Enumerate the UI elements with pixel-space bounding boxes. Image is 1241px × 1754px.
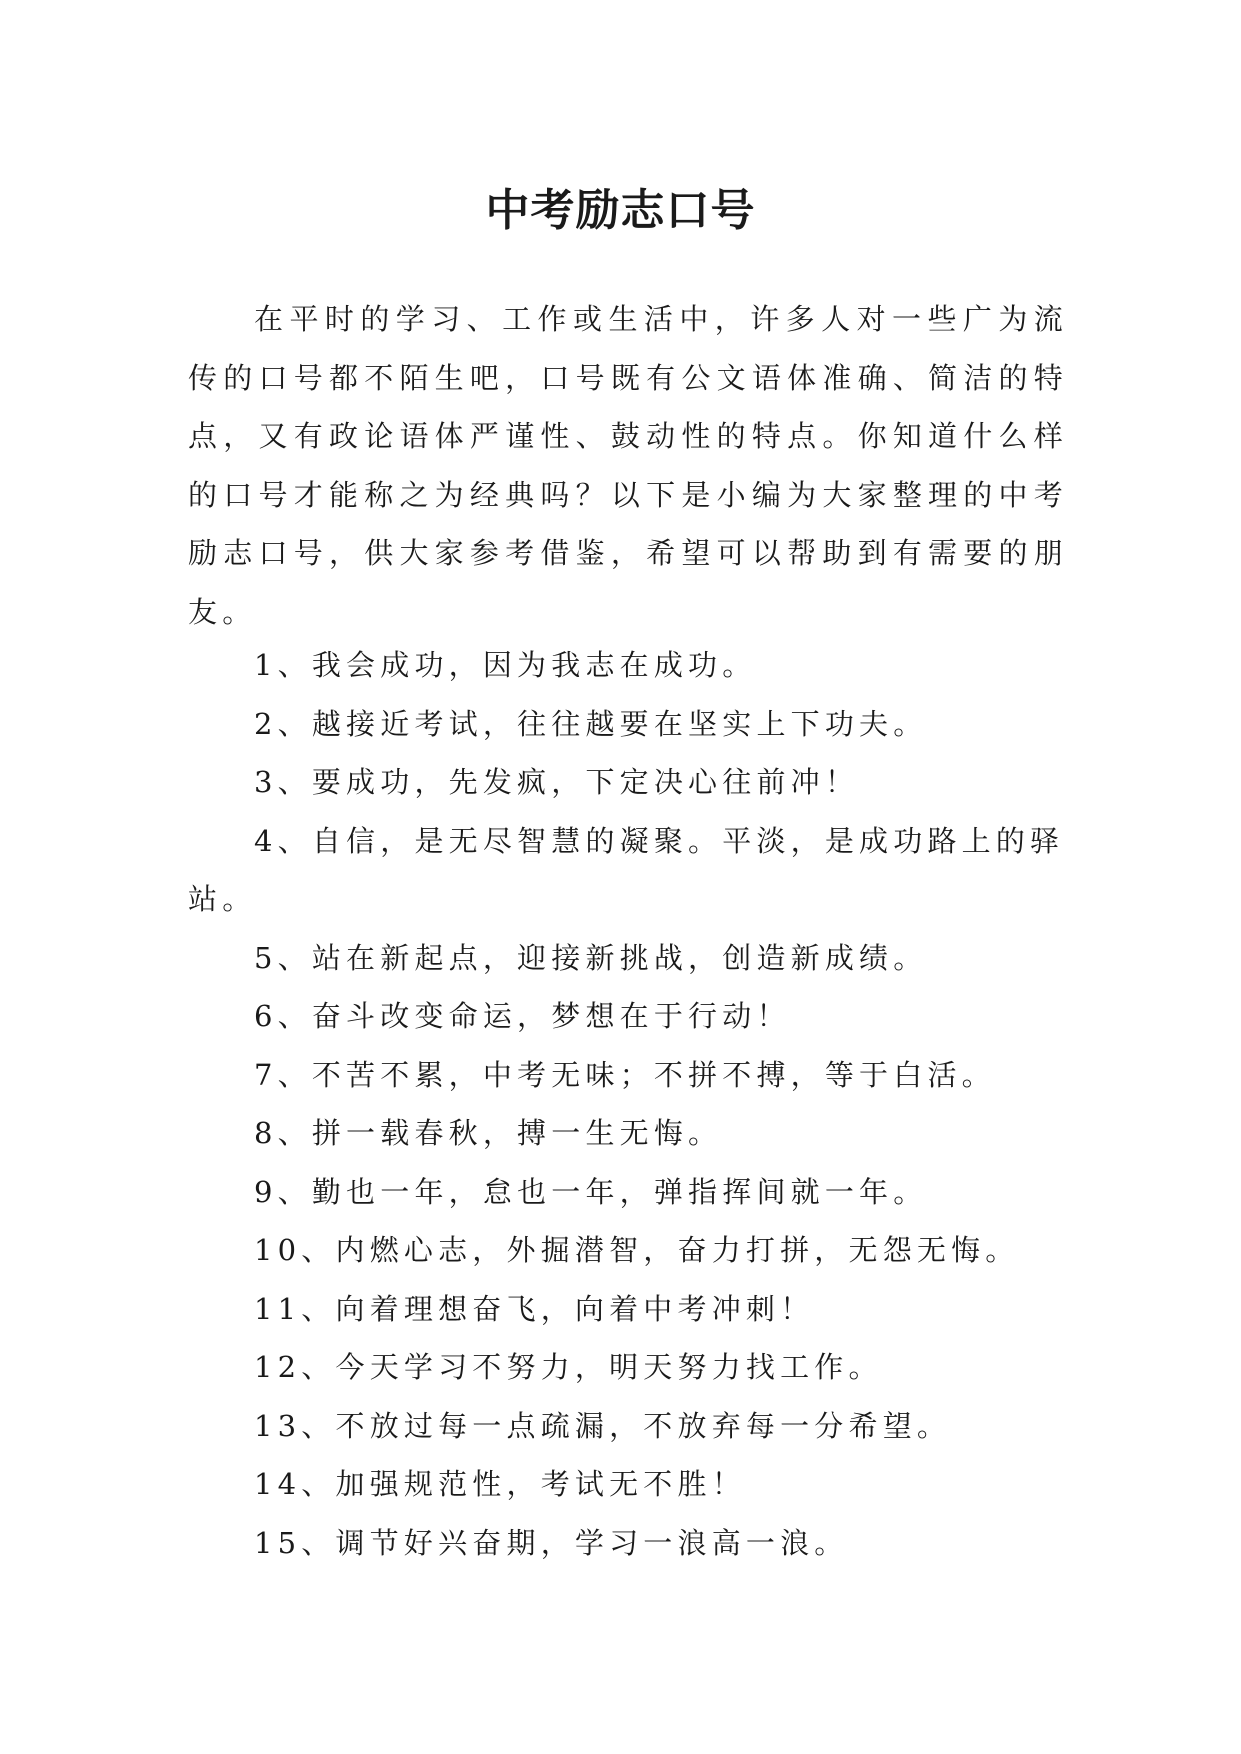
list-item: 14、加强规范性，考试无不胜！ [254,1467,746,1501]
list-item: 8、拼一载春秋，搏一生无悔。 [254,1116,723,1150]
list-item: 15、调节好兴奋期，学习一浪高一浪。 [254,1525,849,1560]
list-item: 10、内燃心志，外掘潜智，奋力打拼，无怨无悔。 [254,1233,1020,1267]
list-item: 5、站在新起点，迎接新挑战，创造新成绩。 [254,940,928,975]
list-item: 13、不放过每一点疏漏，不放弃每一分希望。 [254,1408,952,1443]
list-item: 12、今天学习不努力，明天努力找工作。 [254,1350,883,1384]
list-item: 1、我会成功，因为我志在成功。 [254,648,757,682]
list-item: 9、勤也一年，怠也一年，弹指挥间就一年。 [254,1174,928,1209]
list-item: 3、要成功，先发疯，下定决心往前冲！ [254,765,860,799]
list-item: 11、向着理想奋飞，向着中考冲刺！ [254,1291,815,1326]
list-item: 6、奋斗改变命运，梦想在于行动！ [254,999,791,1033]
list-item: 2、越接近考试，往往越要在坚实上下功夫。 [254,706,928,741]
slogan-list [188,636,1068,1572]
intro-paragraph: 在平时的学习、工作或生活中，许多人对一些广为流传的口号都不陌生吧，口号既有公文语体准确、简洁的特点，又有政论语体严谨性、鼓动性的特点。你知道什么样的口号才能称之为经典吗？以下是小编为大家整理的中考励志口号，供大家参考借鉴，希望可以帮助到有需要的朋友。 [188,302,1068,629]
document-title: 中考励志口号 [485,185,756,237]
list-item: 7、不苦不累，中考无味；不拼不搏，等于白活。 [254,1057,996,1092]
list-item: 4、自信，是无尽智慧的凝聚。平淡，是成功路上的驿站。 [188,823,1065,916]
